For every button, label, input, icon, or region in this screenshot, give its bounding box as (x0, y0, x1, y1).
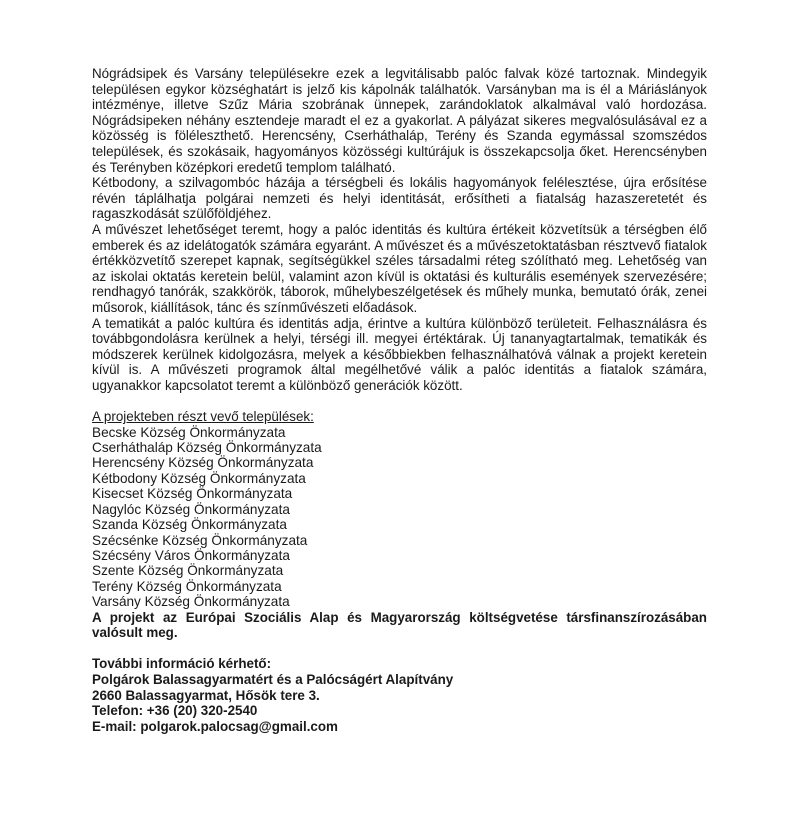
list-item: Becske Község Önkormányzata (92, 424, 286, 440)
participants-title: A projekteben részt vevő települések: (92, 409, 314, 425)
list-item: Szanda Község Önkormányzata (92, 517, 287, 533)
contact-block (92, 656, 707, 734)
paragraph-thematics: A tematikát a palóc kultúra és identitás adja, érintve a kultúra különböző területeit. Felhasználásra és továbbgondolásra kerülnek a helyi, térségi ill. megyei értéktárak. Új tananyagtartalmak, tematikák és módszerek kerülnek kidolgozásra, melyek a későbbiekben felhasználhatóvá válnak a projekt keretein kívül is. A művészeti programok által megélhetővé válik a palóc identitás a fiatalok számára, ugyanakkor kapcsolatot teremt a különböző generációk között. (92, 315, 707, 393)
list-item: Cserháthaláp Község Önkormányzata (92, 440, 322, 456)
contact-organization: Polgárok Balassagyarmatért és a Palócságért Alapítvány (92, 671, 454, 687)
document-page (92, 66, 707, 734)
contact-phone: Telefon: +36 (20) 320-2540 (92, 703, 258, 719)
list-item: Szente Község Önkormányzata (92, 563, 284, 579)
participants-list (92, 425, 707, 610)
spacer (92, 393, 707, 409)
funding-note: A projekt az Európai Szociális Alap és Magyarország költségvetése társfinanszírozásában valósult meg. (92, 609, 707, 641)
paragraph-ketbodony: Kétbodony, a szilvagombóc házája a térségbeli és lokális hagyományok felélesztése, újra erősítése révén táplálhatja polgárai nemzeti és helyi identitását, erősítheti a fiatalság hazaszeretetét és ragaszkodását szülőföldjéhez. (92, 175, 707, 222)
list-item: Kétbodony Község Önkormányzata (92, 470, 306, 486)
list-item: Terény Község Önkormányzata (92, 578, 282, 594)
list-item: Kisecset Község Önkormányzata (92, 486, 293, 502)
list-item: Herencsény Község Önkormányzata (92, 455, 314, 471)
list-item: Szécsény Város Önkormányzata (92, 547, 290, 563)
contact-address: 2660 Balassagyarmat, Hősök tere 3. (92, 687, 320, 703)
paragraph-villages: Nógrádsipek és Varsány településekre ezek a legvitálisabb palóc falvak közé tartoznak. Mindegyik településen egykor községhatárt is jelző kis kápolnák találhatók. Varsányban ma is él a Máriáslányok intézménye, illetve Szűz Mária szobrának ünnepek, zarándoklatok alkalmával való hordozása. Nógrádsipeken néhány esztendeje maradt el ez a gyakorlat. A pályázat sikeres megvalósulásával ez a közösség is föléleszthető. Herencsény, Cserháthaláp, Terény és Szanda egymással szomszédos települések, és szokásaik, hagyományos közösségi kultúrájuk is összekapcsolja őket. Herencsényben és Terényben középkori eredetű templom található. (92, 66, 707, 175)
contact-heading: További információ kérhető: (92, 656, 272, 672)
list-item: Szécsénke Község Önkormányzata (92, 532, 308, 548)
paragraph-art: A művészet lehetőséget teremt, hogy a palóc identitás és kultúra értékeit közvetítsük a térségben élő emberek és az idelátogatók számára egyaránt. A művészet és a művészetoktatásban résztvevő fiatalok értékközvetítő szerepet kapnak, segítségükkel széles társadalmi réteg szólítható meg. Lehetőség van az iskolai oktatás keretein belül, valamint azon kívül is oktatási és kulturális események szervezésére; rendhagyó tanórák, szakkörök, táborok, műhelybeszélgetések és műhely munka, bemutató órák, zenei műsorok, kiállítások, tánc és színművészeti előadások. (92, 221, 707, 315)
list-item: Nagylóc Község Önkormányzata (92, 501, 290, 517)
contact-email: E-mail: polgarok.palocsag@gmail.com (92, 718, 338, 734)
list-item: Varsány Község Önkormányzata (92, 594, 290, 610)
